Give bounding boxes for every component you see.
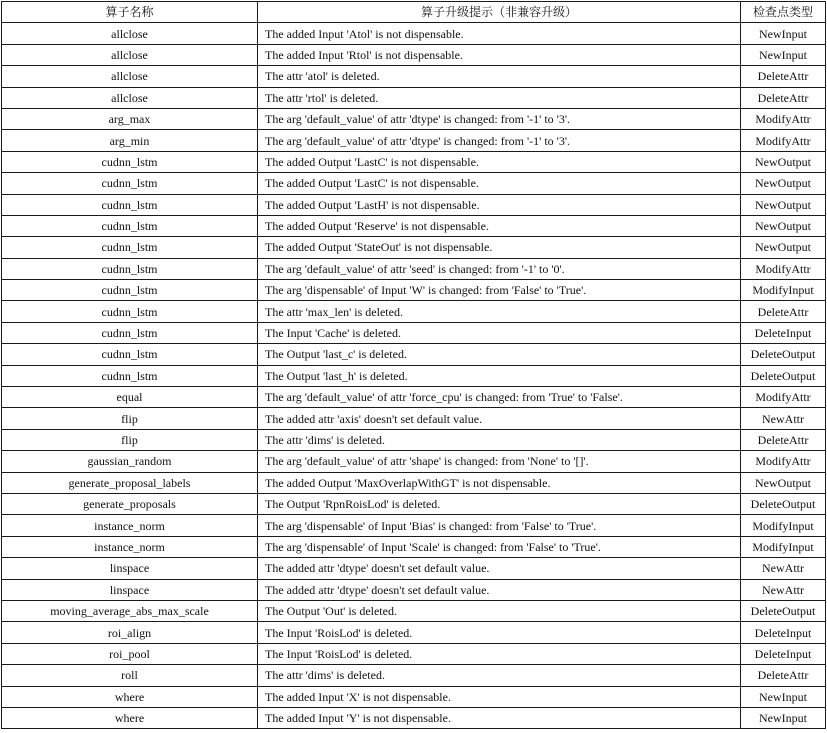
operator-compat-table [1,1,826,729]
check-type-cell: NewInput [741,707,826,728]
check-type-cell: DeleteAttr [741,66,826,87]
check-type-cell: DeleteInput [741,643,826,664]
table-row [2,536,826,557]
check-type-cell: DeleteInput [741,322,826,343]
check-type-cell: ModifyAttr [741,130,826,151]
upgrade-hint-cell: The attr 'dims' is deleted. [258,429,741,450]
check-type-cell: DeleteAttr [741,665,826,686]
upgrade-hint-cell: The Output 'last_h' is deleted. [258,365,741,386]
operator-name-cell: gaussian_random [2,451,258,472]
upgrade-hint-cell: The Output 'last_c' is deleted. [258,344,741,365]
table-row [2,622,826,643]
upgrade-hint-cell: The added Output 'MaxOverlapWithGT' is not dispensable. [258,472,741,493]
operator-name-cell: arg_min [2,130,258,151]
check-type-cell: ModifyAttr [741,258,826,279]
table-row [2,23,826,44]
check-type-cell: NewOutput [741,151,826,172]
upgrade-hint-cell: The arg 'default_value' of attr 'force_cpu' is changed: from 'True' to 'False'. [258,387,741,408]
upgrade-hint-cell: The added Output 'Reserve' is not dispensable. [258,215,741,236]
check-type-cell: DeleteAttr [741,429,826,450]
upgrade-hint-cell: The added Output 'StateOut' is not dispensable. [258,237,741,258]
table-row [2,322,826,343]
table-row [2,558,826,579]
upgrade-hint-cell: The added Input 'Rtol' is not dispensable. [258,44,741,65]
check-type-cell: ModifyInput [741,536,826,557]
operator-name-cell: cudnn_lstm [2,280,258,301]
check-type-cell: DeleteOutput [741,365,826,386]
table-row [2,215,826,236]
check-type-cell: NewOutput [741,173,826,194]
table-row [2,151,826,172]
check-type-cell: NewOutput [741,194,826,215]
operator-name-cell: flip [2,408,258,429]
upgrade-hint-cell: The Input 'RoisLod' is deleted. [258,643,741,664]
table-row [2,643,826,664]
upgrade-hint-cell: The added Output 'LastC' is not dispensable. [258,173,741,194]
check-type-cell: ModifyAttr [741,108,826,129]
operator-name-cell: equal [2,387,258,408]
check-type-cell: DeleteAttr [741,301,826,322]
check-type-cell: NewAttr [741,408,826,429]
table-row [2,237,826,258]
operator-name-cell: cudnn_lstm [2,151,258,172]
check-type-cell: NewOutput [741,215,826,236]
operator-name-cell: instance_norm [2,536,258,557]
operator-name-cell: allclose [2,23,258,44]
header-check-type: 检查点类型 [741,2,826,23]
operator-name-cell: arg_max [2,108,258,129]
table-row [2,365,826,386]
table-row [2,258,826,279]
header-operator-name: 算子名称 [2,2,258,23]
table-row [2,515,826,536]
upgrade-hint-cell: The arg 'default_value' of attr 'dtype' is changed: from '-1' to '3'. [258,108,741,129]
check-type-cell: ModifyAttr [741,451,826,472]
upgrade-hint-cell: The added Input 'Atol' is not dispensable. [258,23,741,44]
check-type-cell: NewOutput [741,237,826,258]
upgrade-hint-cell: The arg 'dispensable' of Input 'Bias' is changed: from 'False' to 'True'. [258,515,741,536]
operator-name-cell: allclose [2,87,258,108]
check-type-cell: DeleteAttr [741,87,826,108]
table-row [2,387,826,408]
operator-name-cell: cudnn_lstm [2,194,258,215]
upgrade-hint-cell: The added attr 'dtype' doesn't set default value. [258,579,741,600]
operator-name-cell: allclose [2,66,258,87]
table-row [2,451,826,472]
operator-name-cell: roi_align [2,622,258,643]
operator-name-cell: moving_average_abs_max_scale [2,600,258,621]
check-type-cell: NewAttr [741,579,826,600]
upgrade-hint-cell: The added attr 'axis' doesn't set default value. [258,408,741,429]
header-row [2,2,826,23]
table-row [2,472,826,493]
operator-name-cell: where [2,707,258,728]
table-row [2,130,826,151]
upgrade-hint-cell: The arg 'default_value' of attr 'dtype' is changed: from '-1' to '3'. [258,130,741,151]
operator-name-cell: generate_proposals [2,493,258,514]
operator-name-cell: cudnn_lstm [2,215,258,236]
operator-name-cell: generate_proposal_labels [2,472,258,493]
operator-name-cell: cudnn_lstm [2,173,258,194]
table-row [2,44,826,65]
upgrade-hint-cell: The added Input 'Y' is not dispensable. [258,707,741,728]
check-type-cell: NewInput [741,23,826,44]
operator-name-cell: cudnn_lstm [2,365,258,386]
table-row [2,493,826,514]
table-row [2,87,826,108]
operator-name-cell: roi_pool [2,643,258,664]
table-row [2,600,826,621]
table-row [2,707,826,728]
upgrade-hint-cell: The Input 'RoisLod' is deleted. [258,622,741,643]
check-type-cell: ModifyInput [741,515,826,536]
table-row [2,344,826,365]
table-row [2,108,826,129]
upgrade-hint-cell: The arg 'dispensable' of Input 'Scale' is changed: from 'False' to 'True'. [258,536,741,557]
table-row [2,173,826,194]
upgrade-hint-cell: The added Input 'X' is not dispensable. [258,686,741,707]
header-upgrade-hint: 算子升级提示（非兼容升级） [258,2,741,23]
table-row [2,429,826,450]
operator-name-cell: cudnn_lstm [2,344,258,365]
upgrade-hint-cell: The attr 'atol' is deleted. [258,66,741,87]
upgrade-hint-cell: The attr 'dims' is deleted. [258,665,741,686]
upgrade-hint-cell: The attr 'max_len' is deleted. [258,301,741,322]
check-type-cell: NewInput [741,44,826,65]
upgrade-hint-cell: The Output 'RpnRoisLod' is deleted. [258,493,741,514]
upgrade-hint-cell: The added Output 'LastH' is not dispensable. [258,194,741,215]
check-type-cell: NewAttr [741,558,826,579]
table-row [2,280,826,301]
operator-name-cell: cudnn_lstm [2,301,258,322]
table-row [2,579,826,600]
operator-name-cell: linspace [2,579,258,600]
operator-name-cell: flip [2,429,258,450]
check-type-cell: DeleteOutput [741,344,826,365]
operator-name-cell: cudnn_lstm [2,237,258,258]
operator-name-cell: cudnn_lstm [2,322,258,343]
check-type-cell: DeleteOutput [741,600,826,621]
table-row [2,66,826,87]
operator-name-cell: where [2,686,258,707]
upgrade-hint-cell: The Output 'Out' is deleted. [258,600,741,621]
upgrade-hint-cell: The arg 'default_value' of attr 'shape' is changed: from 'None' to '[]'. [258,451,741,472]
operator-name-cell: allclose [2,44,258,65]
check-type-cell: DeleteInput [741,622,826,643]
check-type-cell: ModifyInput [741,280,826,301]
operator-name-cell: cudnn_lstm [2,258,258,279]
check-type-cell: DeleteOutput [741,493,826,514]
table-row [2,665,826,686]
upgrade-hint-cell: The Input 'Cache' is deleted. [258,322,741,343]
check-type-cell: ModifyAttr [741,387,826,408]
upgrade-hint-cell: The added Output 'LastC' is not dispensable. [258,151,741,172]
table-row [2,301,826,322]
check-type-cell: NewInput [741,686,826,707]
upgrade-hint-cell: The arg 'default_value' of attr 'seed' is changed: from '-1' to '0'. [258,258,741,279]
table-row [2,686,826,707]
operator-name-cell: roll [2,665,258,686]
check-type-cell: NewOutput [741,472,826,493]
table-row [2,408,826,429]
operator-name-cell: instance_norm [2,515,258,536]
upgrade-hint-cell: The attr 'rtol' is deleted. [258,87,741,108]
upgrade-hint-cell: The arg 'dispensable' of Input 'W' is changed: from 'False' to 'True'. [258,280,741,301]
operator-name-cell: linspace [2,558,258,579]
table-row [2,194,826,215]
upgrade-hint-cell: The added attr 'dtype' doesn't set default value. [258,558,741,579]
